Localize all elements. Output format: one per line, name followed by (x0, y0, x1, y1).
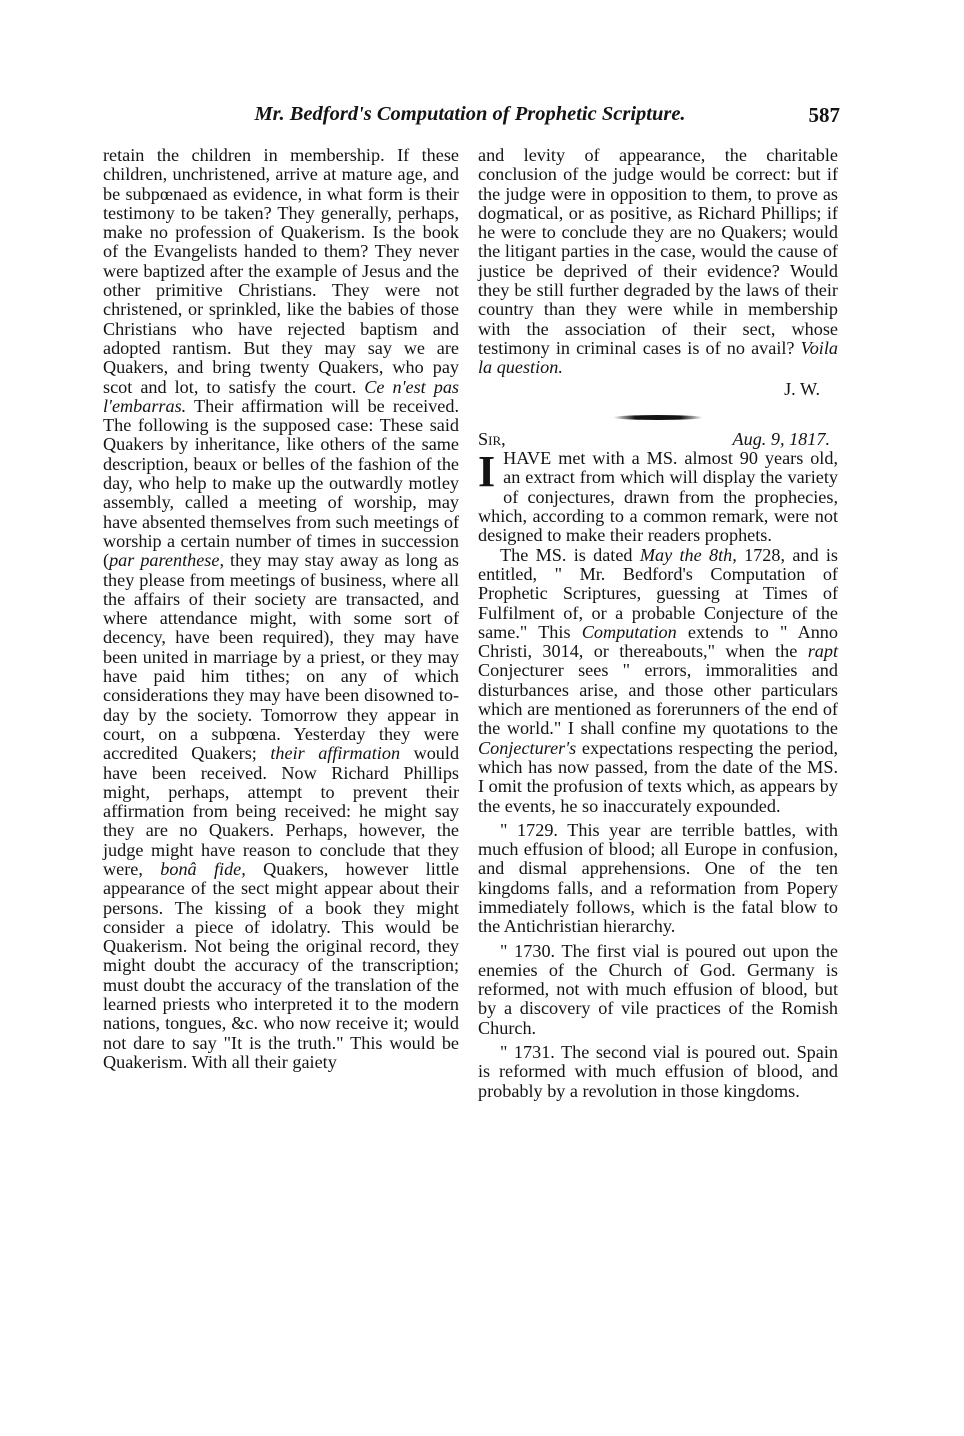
text-run: Conjecturer sees " errors, immoralities and disturbances arise, and those other particulars which are mentioned as forerunners of the end of the world." I shall confine my quotations to the (478, 660, 838, 739)
letter-paragraph-4: " 1730. The first vial is poured out upon the enemies of the Church of God. Germany is reformed, not with much effusion of blood, but by a discovery of vile practices of the Romish Church. (478, 940, 838, 1038)
signature: J. W. (784, 378, 820, 399)
text-run: Their affirmation will be received. The following is the supposed case: These said Quakers by inheritance, like others of the same description, beaux or belles of the fashion of the day, who help to make up the outwardly motley assembly, called a meeting of worship, may have absented themselves from such meetings of worship a certain number of times in succession ( (103, 395, 460, 571)
text-run: Quakers, however little appearance of the sect might appear about their persons. The kissing of a book they might consider a piece of idolatry. This would be Quakerism. Not being the original record, they might doubt the accuracy of the transcription; must doubt the accuracy of the translation of the learned priests who interpreted it to the modern nations, tongues, &c. who now receive it; would not dare to say "It is the truth." This would be Quakerism. With all their gaiety (103, 858, 459, 1072)
salutation: Sir, (478, 428, 506, 449)
letter-paragraph-1 (478, 449, 838, 545)
letter-paragraph-2 (478, 546, 838, 816)
salutation-line (478, 430, 838, 449)
text-run: would have been received. Now Richard Phillips might, perhaps, attempt to prevent their affirmation from being received: he might say they are no Quakers. Perhaps, however, the judge might have reason to conclude that they were, (103, 743, 460, 879)
italic-run: Ce n'est pas l'embarras. (103, 376, 459, 416)
italic-run: their affirmation (270, 743, 401, 764)
text-run: and levity of appearance, the charitable conclusion of the judge would be correct: but if the judge were in opposition to them, to prove as dogmatical, or as positive, as Richard Phillips; if he were to conclude they are no Quakers; would the litigant parties in the case, would the cause of justice be deprived of their evidence? Would they be still further degraded by the laws of their country than they were while in membership with the association of their sect, whose testimony in criminal cases is of no avail? (478, 145, 838, 358)
text-run: HAVE met with a MS. almost 90 years old, an extract from which will display the variety of conjectures, drawn from the prophecies, which, according to a common remark, were not designed to make their readers prophets. (478, 448, 838, 546)
text-run: 1728, and is entitled, " Mr. Bedford's Computation of Prophetic Scriptures, guessing at Times of Fulfilment of, or a probable Conjecture of the same." This (478, 544, 839, 642)
drop-cap: I (478, 447, 496, 497)
letter-paragraph-5: " 1731. The second vial is poured out. Spain is reformed with much effusion of blood, and probably by a revolution in those kingdoms. (478, 1042, 838, 1101)
right-paragraph-1 (478, 146, 838, 378)
italic-run: par parenthese, (109, 550, 225, 571)
text-run: extends to " Anno Christi, 3014, or thereabouts," when the (478, 621, 838, 662)
right-column (478, 146, 838, 1101)
italic-run: bonâ fide, (160, 858, 246, 879)
left-column (103, 146, 459, 1072)
italic-run: rapt (807, 641, 839, 662)
italic-run: Voila la question. (478, 337, 838, 378)
running-title: Mr. Bedford's Computation of Prophetic Scripture. (254, 103, 686, 125)
letter-date: Aug. 9, 1817. (732, 428, 830, 449)
running-head (100, 103, 840, 133)
page-number: 587 (808, 103, 840, 127)
text-run: The MS. is dated (500, 544, 633, 565)
italic-run: Computation (581, 621, 677, 642)
left-paragraph-1 (103, 146, 459, 1072)
text-run: retain the children in membership. If these children, unchristened, arrive at mature age, and be subpœnaed as evidence, in what form is their testimony to be taken? They generally, perhaps, make no profession of Quakerism. Is the book of the Evangelists handed to them? They never were baptized after the example of Jesus and the other primitive Christians. They were not christened, or sprinkled, like the babies of those Christians who have rejected baptism and adopted rantism. But they may say we are Quakers, and bring twenty Quakers, who pay scot and lot, to satisfy the court. (103, 145, 459, 397)
section-divider (613, 415, 703, 420)
letter-paragraph-3: " 1729. This year are terrible battles, with much effusion of blood; all Europe in confusion, and dismal apprehensions. One of the ten kingdoms falls, and a reformation from Popery immediately follows, which is the fatal blow to the Antichristian hierarchy. (478, 819, 838, 937)
italic-run: May the 8th, (639, 544, 737, 565)
text-run: expectations respecting the period, which has now passed, from the date of the MS. I omit the profusion of texts which, as appears by the events, he so inaccurately expounded. (478, 737, 838, 816)
italic-run: Conjecturer's (478, 737, 577, 758)
text-run: they may stay away as long as they please from meetings of business, where all the affairs of their society are transacted, and where attendance might, with some sort of decency, have been required), they may have been united in marriage by a priest, or they may have paid him tithes; on any of which considerations they may have been disowned to-day by the society. Tomorrow they appear in court, on a subpœna. Yesterday they were accredited Quakers; (103, 550, 459, 764)
